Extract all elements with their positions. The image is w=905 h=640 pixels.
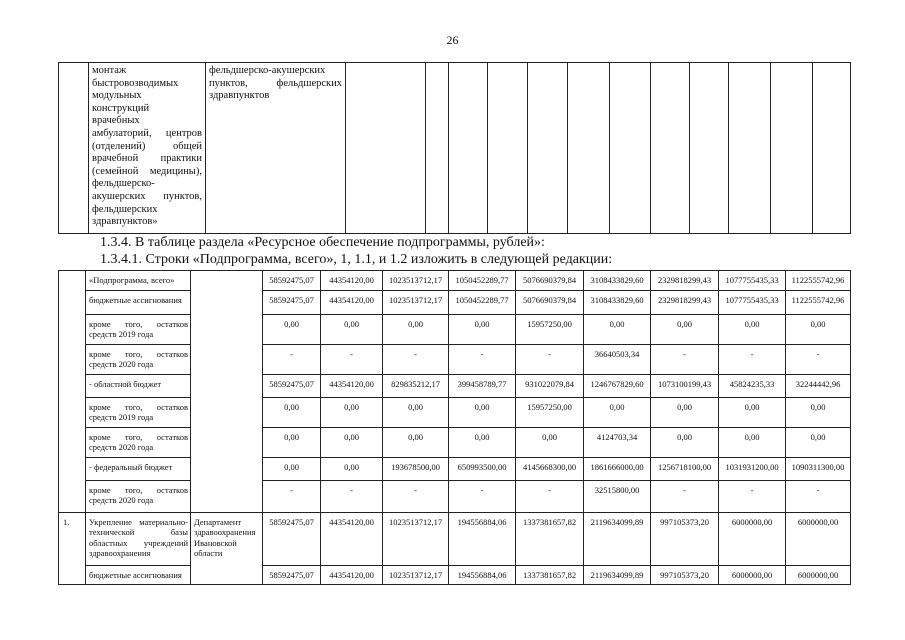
value-cell: 0,00 [786, 314, 851, 344]
value-cell: 1077755435,33 [719, 271, 786, 291]
value-cell: 0,00 [584, 397, 651, 427]
value-cell: 0,00 [449, 397, 516, 427]
value-cell: 1073100199,43 [651, 374, 719, 397]
table-row [59, 314, 851, 344]
value-cell: 0,00 [786, 427, 851, 457]
table-row [59, 290, 851, 314]
table-row [59, 271, 851, 291]
value-cell: 4145668300,00 [516, 457, 584, 480]
row-name-cell: кроме того, остатков средств 2020 года [86, 344, 191, 374]
cell-text-line: фельдшерско- [92, 178, 155, 190]
row-name-cell: кроме того, остатков средств 2020 года [86, 480, 191, 512]
cell-text-line: здравпунктов» [92, 216, 158, 228]
value-cell: 3108433829,60 [584, 271, 651, 291]
value-cell: 1122555742,96 [786, 271, 851, 291]
table-row [59, 480, 851, 512]
value-cell: 1337381657,82 [516, 512, 584, 565]
value-cell: 0,00 [719, 427, 786, 457]
value-cell: 1050452289,77 [449, 290, 516, 314]
cell-text-line: пунктов, фельдшерских [209, 77, 342, 89]
value-cell: 0,00 [321, 314, 383, 344]
table-row [59, 565, 851, 585]
cell-text-line: фельдшерско-акушерских [209, 65, 326, 76]
value-cell: 0,00 [651, 314, 719, 344]
cell-text-line: врачебной практики [92, 153, 202, 165]
section-item-1-3-4-1: 1.3.4.1. Строки «Подпрограмма, всего», 1, 1.1, и 1.2 изложить в следующей редакции: [100, 252, 613, 267]
value-cell: 1122555742,96 [786, 290, 851, 314]
value-cell: 1023513712,17 [383, 565, 449, 585]
cell-text-line: (семейной медицины), [92, 165, 202, 177]
row-name-cell: бюджетные ассигнования [86, 290, 191, 314]
value-cell: 1861666000,00 [584, 457, 651, 480]
responsible-cell [191, 271, 263, 513]
value-cell: 193678500,00 [383, 457, 449, 480]
value-cell: 44354120,00 [321, 512, 383, 565]
cell-text-line: фельдшерских [92, 203, 158, 215]
value-cell: 3108433829,60 [584, 290, 651, 314]
value-cell: 5076690379,84 [516, 290, 584, 314]
row-name-cell: кроме того, остатков средств 2019 года [86, 314, 191, 344]
value-cell: 1023513712,17 [383, 290, 449, 314]
empty-cell [690, 63, 729, 234]
responsible-cell: Департамент здравоохранения Ивановской области [191, 512, 263, 585]
row-name-cell: «Подпрограмма, всего» [86, 271, 191, 291]
value-cell: 0,00 [321, 427, 383, 457]
section-item-1-3-4: 1.3.4. В таблице раздела «Ресурсное обеспечение подпрограммы, рублей»: [100, 235, 545, 250]
value-cell: 0,00 [383, 427, 449, 457]
value-cell: 0,00 [383, 314, 449, 344]
table-row [59, 344, 851, 374]
value-cell: 0,00 [786, 397, 851, 427]
value-cell: - [516, 480, 584, 512]
table-row [59, 374, 851, 397]
value-cell: - [786, 480, 851, 512]
empty-cell [610, 63, 651, 234]
value-cell: 44354120,00 [321, 374, 383, 397]
value-cell: 0,00 [516, 427, 584, 457]
measure-name-cell [89, 63, 206, 234]
table-row [59, 397, 851, 427]
value-cell: - [719, 480, 786, 512]
value-cell: 6000000,00 [719, 512, 786, 565]
empty-cell [651, 63, 690, 234]
cell-text-line: (отделений) общей [92, 140, 202, 152]
value-cell: 58592475,07 [263, 271, 321, 291]
measure-result-text [209, 65, 342, 103]
value-cell: 1077755435,33 [719, 290, 786, 314]
value-cell: 15957250,00 [516, 397, 584, 427]
value-cell: 44354120,00 [321, 290, 383, 314]
measures-table [58, 62, 851, 234]
value-cell: 6000000,00 [719, 565, 786, 585]
row-number-cell [59, 63, 89, 234]
value-cell: - [449, 344, 516, 374]
value-cell: - [719, 344, 786, 374]
value-cell: 0,00 [263, 457, 321, 480]
value-cell: 0,00 [449, 314, 516, 344]
value-cell: - [651, 480, 719, 512]
value-cell: 1023513712,17 [383, 271, 449, 291]
value-cell: 997105373,20 [651, 512, 719, 565]
value-cell: 32244442,96 [786, 374, 851, 397]
value-cell: 2329818299,43 [651, 290, 719, 314]
cell-text-line: конструкций [92, 102, 150, 114]
cell-text-line: здравпунктов [209, 90, 270, 102]
value-cell: 1256718100,00 [651, 457, 719, 480]
value-cell: 0,00 [383, 397, 449, 427]
cell-text-line: модульных [92, 90, 142, 102]
value-cell: 1090311300,00 [786, 457, 851, 480]
value-cell: 2119634099,89 [584, 565, 651, 585]
value-cell: - [516, 344, 584, 374]
value-cell: 399458789,77 [449, 374, 516, 397]
value-cell: 0,00 [719, 397, 786, 427]
value-cell: 0,00 [719, 314, 786, 344]
resource-table [58, 270, 851, 585]
value-cell: 650993500,00 [449, 457, 516, 480]
table-row [59, 512, 851, 565]
empty-cell [426, 63, 449, 234]
table-row [59, 457, 851, 480]
value-cell: 997105373,20 [651, 565, 719, 585]
value-cell: - [383, 344, 449, 374]
page-number: 26 [446, 33, 459, 47]
value-cell: 58592475,07 [263, 290, 321, 314]
row-name-cell: кроме того, остатков средств 2019 года [86, 397, 191, 427]
value-cell: 44354120,00 [321, 565, 383, 585]
empty-cell [568, 63, 610, 234]
value-cell: 0,00 [651, 397, 719, 427]
cell-text-line: врачебных [92, 115, 140, 127]
value-cell: - [263, 344, 321, 374]
row-number-cell [59, 271, 86, 513]
empty-cell [528, 63, 568, 234]
value-cell: - [449, 480, 516, 512]
value-cell: 0,00 [321, 457, 383, 480]
value-cell: 1337381657,82 [516, 565, 584, 585]
row-name-cell: кроме того, остатков средств 2020 года [86, 427, 191, 457]
empty-cell [488, 63, 528, 234]
value-cell: 58592475,07 [263, 512, 321, 565]
cell-text-line: амбулаторий, центров [92, 127, 202, 139]
value-cell: 58592475,07 [263, 374, 321, 397]
value-cell: 0,00 [263, 397, 321, 427]
value-cell: - [651, 344, 719, 374]
value-cell: - [786, 344, 851, 374]
value-cell: 5076690379,84 [516, 271, 584, 291]
row-name-cell: - областной бюджет [86, 374, 191, 397]
value-cell: - [321, 344, 383, 374]
row-number-cell: 1. [59, 512, 86, 585]
value-cell: 1050452289,77 [449, 271, 516, 291]
cell-text-line: акушерских пунктов, [92, 190, 202, 202]
value-cell: 931022079,84 [516, 374, 584, 397]
value-cell: 36640503,34 [584, 344, 651, 374]
empty-cell [813, 63, 851, 234]
row-name-cell: - федеральный бюджет [86, 457, 191, 480]
table-row [59, 63, 851, 234]
value-cell: 45824235,33 [719, 374, 786, 397]
cell-text-line: монтаж [92, 65, 127, 76]
value-cell: - [383, 480, 449, 512]
value-cell: 0,00 [263, 427, 321, 457]
value-cell: 2119634099,89 [584, 512, 651, 565]
value-cell: 1023513712,17 [383, 512, 449, 565]
value-cell: 32515800,00 [584, 480, 651, 512]
value-cell: 15957250,00 [516, 314, 584, 344]
value-cell: 194556884,06 [449, 512, 516, 565]
value-cell: - [321, 480, 383, 512]
value-cell: - [263, 480, 321, 512]
measure-name-text [92, 65, 202, 229]
table-row [59, 427, 851, 457]
value-cell: 1031931200,00 [719, 457, 786, 480]
value-cell: 6000000,00 [786, 512, 851, 565]
empty-cell [729, 63, 771, 234]
empty-cell [771, 63, 813, 234]
value-cell: 0,00 [651, 427, 719, 457]
value-cell: 0,00 [449, 427, 516, 457]
value-cell: 829835212,17 [383, 374, 449, 397]
value-cell: 58592475,07 [263, 565, 321, 585]
measure-result-cell [206, 63, 346, 234]
value-cell: 194556884,06 [449, 565, 516, 585]
value-cell: 4124703,34 [584, 427, 651, 457]
value-cell: 1246767829,60 [584, 374, 651, 397]
empty-cell [346, 63, 426, 234]
value-cell: 0,00 [584, 314, 651, 344]
value-cell: 44354120,00 [321, 271, 383, 291]
empty-cell [449, 63, 488, 234]
value-cell: 0,00 [321, 397, 383, 427]
value-cell: 2329818299,43 [651, 271, 719, 291]
value-cell: 0,00 [263, 314, 321, 344]
cell-text-line: быстровозводимых [92, 77, 179, 89]
resource-table-body [59, 271, 851, 585]
row-name-cell: Укрепление материально-технической базы областных учреждений здравоохранения [86, 512, 191, 565]
value-cell: 6000000,00 [786, 565, 851, 585]
row-name-cell: бюджетные ассигнования [86, 565, 191, 585]
